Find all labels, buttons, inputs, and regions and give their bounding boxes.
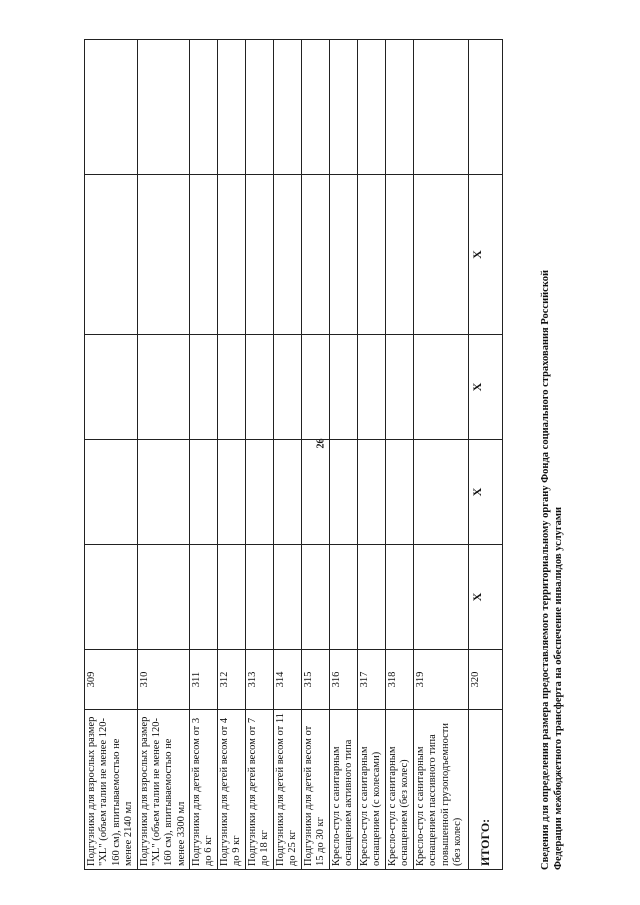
empty-cell xyxy=(302,175,330,335)
empty-cell xyxy=(469,40,503,175)
empty-cell xyxy=(218,175,246,335)
empty-cell xyxy=(85,40,138,175)
empty-cell xyxy=(85,440,138,545)
table-row xyxy=(274,40,302,870)
total-mark-cell: Х xyxy=(469,335,503,440)
row-code-cell: 314 xyxy=(274,650,302,710)
empty-cell xyxy=(302,335,330,440)
row-code-cell: 313 xyxy=(246,650,274,710)
empty-cell xyxy=(386,175,414,335)
transfer-data-table xyxy=(84,39,503,870)
empty-cell xyxy=(218,40,246,175)
total-code-cell: 320 xyxy=(469,650,503,710)
empty-cell xyxy=(358,440,386,545)
row-name-cell: Кресло-стул с санитарным оснащением активного типа xyxy=(330,710,358,870)
empty-cell xyxy=(274,40,302,175)
empty-cell xyxy=(218,335,246,440)
row-code-cell: 318 xyxy=(386,650,414,710)
total-label: ИТОГО: xyxy=(469,710,503,870)
row-code-cell: 315 xyxy=(302,650,330,710)
empty-cell xyxy=(85,175,138,335)
empty-cell xyxy=(190,440,218,545)
row-name-cell: Кресло-стул с санитарным оснащением (с колесами) xyxy=(358,710,386,870)
empty-cell xyxy=(137,335,190,440)
row-code-cell: 316 xyxy=(330,650,358,710)
empty-cell xyxy=(358,545,386,650)
empty-cell xyxy=(414,545,469,650)
total-mark-cell: Х xyxy=(469,175,503,335)
empty-cell xyxy=(330,40,358,175)
empty-cell xyxy=(274,545,302,650)
row-name-cell: Подгузники для детей весом от 3 до 6 кг xyxy=(190,710,218,870)
empty-cell xyxy=(85,545,138,650)
row-name-cell: Подгузники для детей весом от 15 до 30 кг xyxy=(302,710,330,870)
table-row xyxy=(302,40,330,870)
table-row xyxy=(218,40,246,870)
empty-cell xyxy=(246,335,274,440)
empty-cell xyxy=(190,175,218,335)
empty-cell xyxy=(218,545,246,650)
row-name-cell: Подгузники для детей весом от 4 до 9 кг xyxy=(218,710,246,870)
table-row xyxy=(330,40,358,870)
empty-cell xyxy=(302,440,330,545)
row-code-cell: 317 xyxy=(358,650,386,710)
empty-cell xyxy=(330,335,358,440)
row-code-cell: 310 xyxy=(137,650,190,710)
table-body xyxy=(85,40,503,870)
empty-cell xyxy=(302,40,330,175)
total-mark-cell: Х xyxy=(469,545,503,650)
page-number: 26 xyxy=(315,438,327,449)
empty-cell xyxy=(190,40,218,175)
table-row xyxy=(137,40,190,870)
empty-cell xyxy=(358,175,386,335)
total-row xyxy=(469,40,503,870)
row-name-cell: Подгузники для взрослых размер "XL" (объем талии не менее 120-160 см), впитываемостью не менее 2140 мл xyxy=(85,710,138,870)
empty-cell xyxy=(330,545,358,650)
empty-cell xyxy=(414,335,469,440)
empty-cell xyxy=(137,175,190,335)
empty-cell xyxy=(414,175,469,335)
empty-cell xyxy=(137,40,190,175)
empty-cell xyxy=(190,335,218,440)
row-code-cell: 309 xyxy=(85,650,138,710)
table-row xyxy=(85,40,138,870)
empty-cell xyxy=(137,440,190,545)
empty-cell xyxy=(386,40,414,175)
empty-cell xyxy=(137,545,190,650)
table-row xyxy=(414,40,469,870)
empty-cell xyxy=(246,175,274,335)
empty-cell xyxy=(386,545,414,650)
row-name-cell: Подгузники для детей весом от 11 до 25 кг xyxy=(274,710,302,870)
empty-cell xyxy=(274,440,302,545)
empty-cell xyxy=(386,335,414,440)
landscape-document xyxy=(84,40,584,870)
empty-cell xyxy=(246,545,274,650)
empty-cell xyxy=(218,440,246,545)
row-name-cell: Кресло-стул с санитарным оснащением (без колес) xyxy=(386,710,414,870)
empty-cell xyxy=(274,175,302,335)
empty-cell xyxy=(358,40,386,175)
footer-note-line-2: Федерации межбюджетного трансферта на обеспечение инвалидов услугами xyxy=(553,506,565,870)
empty-cell xyxy=(414,40,469,175)
row-code-cell: 319 xyxy=(414,650,469,710)
empty-cell xyxy=(246,440,274,545)
row-name-cell: Подгузники для детей весом от 7 до 18 кг xyxy=(246,710,274,870)
empty-cell xyxy=(302,545,330,650)
empty-cell xyxy=(274,335,302,440)
table-row xyxy=(358,40,386,870)
row-code-cell: 312 xyxy=(218,650,246,710)
empty-cell xyxy=(386,440,414,545)
empty-cell xyxy=(246,40,274,175)
empty-cell xyxy=(330,175,358,335)
footer-note-line-1: Сведения для определения размера предоставляемого территориальному органу Фонда социального страхования Российской xyxy=(540,269,551,870)
table-row xyxy=(190,40,218,870)
table-row xyxy=(246,40,274,870)
table-row xyxy=(386,40,414,870)
row-name-cell: Подгузники для взрослых размер "XL" (объем талии не менее 120-160 см), впитываемостью не менее 3300 мл xyxy=(137,710,190,870)
total-mark-cell: Х xyxy=(469,440,503,545)
footer-note xyxy=(539,40,565,870)
empty-cell xyxy=(330,440,358,545)
row-code-cell: 311 xyxy=(190,650,218,710)
empty-cell xyxy=(190,545,218,650)
row-name-cell: Кресло-стул с санитарным оснащением пассивного типа повышенной грузоподъемности (без колес) xyxy=(414,710,469,870)
empty-cell xyxy=(358,335,386,440)
empty-cell xyxy=(414,440,469,545)
empty-cell xyxy=(85,335,138,440)
